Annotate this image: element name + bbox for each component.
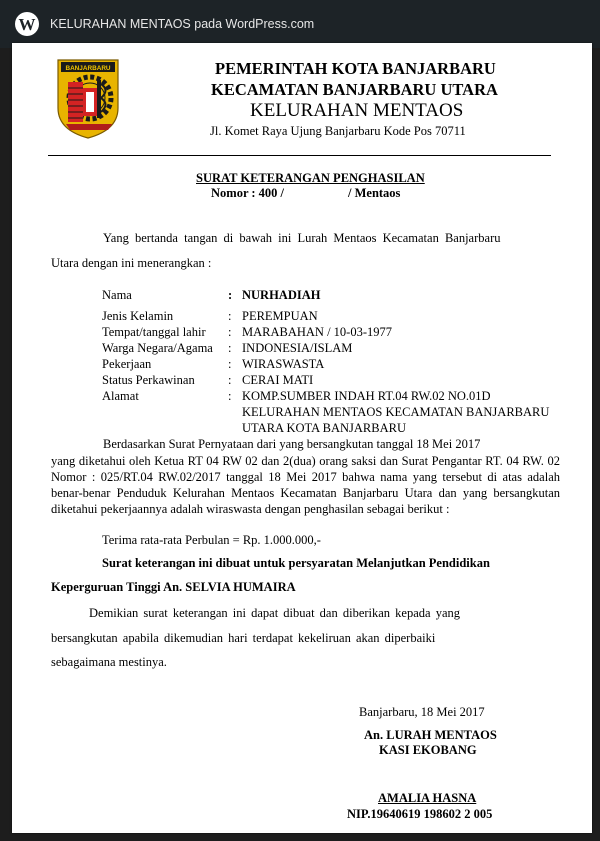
basis-text-body: yang diketahui oleh Ketua RT 04 RW 02 dan 2(dua) orang saksi dan Surat Pengantar RT. 04 RW. 02 Nomor : 025/RT.04 RW.02/2017 tanggal 18 Mei 2017 bahwa nama yang tersebut di atas adalah benar-benar Penduduk Kelurahan Mentaos Kecamatan Banjarbaru Utara dan yang bersangkutan diketahui pekerjaannya adalah wiraswasta dengan penghasilan sebagai berikut : xyxy=(51,454,560,516)
field-value-name: NURHADIAH xyxy=(242,288,321,302)
letter-title: SURAT KETERANGAN PENGHASILAN xyxy=(196,171,425,185)
signature-on-behalf: An. LURAH MENTAOS xyxy=(364,728,497,742)
signatory-nip: NIP.19640619 198602 2 005 xyxy=(347,807,493,821)
closing-text-line3: sebagaimana mestinya. xyxy=(51,655,167,669)
signature-place-date: Banjarbaru, 18 Mei 2017 xyxy=(359,705,485,719)
closing-text-line2: bersangkutan apabila dikemudian hari terdapat kekeliruan akan diperbaiki xyxy=(51,631,436,645)
signatory-name: AMALIA HASNA xyxy=(378,791,477,805)
field-value-address: KOMP.SUMBER INDAH RT.04 RW.02 NO.01D xyxy=(242,389,491,403)
field-value-address-line2: KELURAHAN MENTAOS KECAMATAN BANJARBARU xyxy=(242,405,550,419)
income-line: Terima rata-rata Perbulan = Rp. 1.000.000,- xyxy=(102,533,321,547)
closing-text-line1: Demikian surat keterangan ini dapat dibuat dan diberikan kepada yang xyxy=(89,606,460,620)
field-label-marital: Status Perkawinan xyxy=(102,373,195,387)
letter-number-suffix: / Mentaos xyxy=(348,186,401,200)
field-value-marital: CERAI MATI xyxy=(242,373,314,387)
field-value-citizenship: INDONESIA/ISLAM xyxy=(242,341,353,355)
header-divider xyxy=(48,155,551,156)
village-heading: KELURAHAN MENTAOS xyxy=(250,100,464,121)
purpose-text-line2: Keperguruan Tinggi An. SELVIA HUMAIRA xyxy=(51,580,296,594)
banjarbaru-emblem-icon xyxy=(56,58,120,140)
field-colon-gender: : xyxy=(228,309,232,323)
letter-document xyxy=(12,43,592,833)
field-colon-birth: : xyxy=(228,325,232,339)
field-value-birth: MARABAHAN / 10-03-1977 xyxy=(242,325,392,339)
emblem-label: BANJARBARU xyxy=(65,65,111,72)
site-title-link[interactable]: KELURAHAN MENTAOS pada WordPress.com xyxy=(50,17,315,31)
field-label-address: Alamat xyxy=(102,389,139,403)
field-label-name: Nama xyxy=(102,288,132,302)
wordpress-logo-icon[interactable]: W xyxy=(15,12,39,36)
field-value-address-line3: UTARA KOTA BANJARBARU xyxy=(242,421,406,435)
field-colon-marital: : xyxy=(228,373,232,387)
basis-text-line1: Berdasarkan Surat Pernyataan dari yang bersangkutan tanggal 18 Mei 2017 xyxy=(103,437,481,451)
intro-text-line2: Utara dengan ini menerangkan : xyxy=(51,256,212,270)
field-label-gender: Jenis Kelamin xyxy=(102,309,174,323)
district-heading: KECAMATAN BANJARBARU UTARA xyxy=(211,80,498,99)
field-label-citizenship: Warga Negara/Agama xyxy=(102,341,213,355)
field-colon-occupation: : xyxy=(228,357,232,371)
signature-position: KASI EKOBANG xyxy=(379,743,477,757)
field-colon-citizenship: : xyxy=(228,341,232,355)
field-label-birth: Tempat/tanggal lahir xyxy=(102,325,206,339)
field-colon-address: : xyxy=(228,389,232,403)
letter-number-prefix: Nomor : 400 / xyxy=(211,186,285,200)
intro-text-line1: Yang bertanda tangan di bawah ini Lurah Mentaos Kecamatan Banjarbaru xyxy=(103,231,501,245)
field-value-occupation: WIRASWASTA xyxy=(242,357,325,371)
field-colon-name: : xyxy=(228,288,233,302)
field-label-occupation: Pekerjaan xyxy=(102,357,152,371)
field-value-gender: PEREMPUAN xyxy=(242,309,318,323)
purpose-text-line1: Surat keterangan ini dibuat untuk persyaratan Melanjutkan Pendidikan xyxy=(102,556,490,570)
government-heading: PEMERINTAH KOTA BANJARBARU xyxy=(215,59,496,78)
top-bar xyxy=(0,0,600,48)
office-address: Jl. Komet Raya Ujung Banjarbaru Kode Pos 70711 xyxy=(210,124,466,138)
letter-page xyxy=(12,43,592,833)
